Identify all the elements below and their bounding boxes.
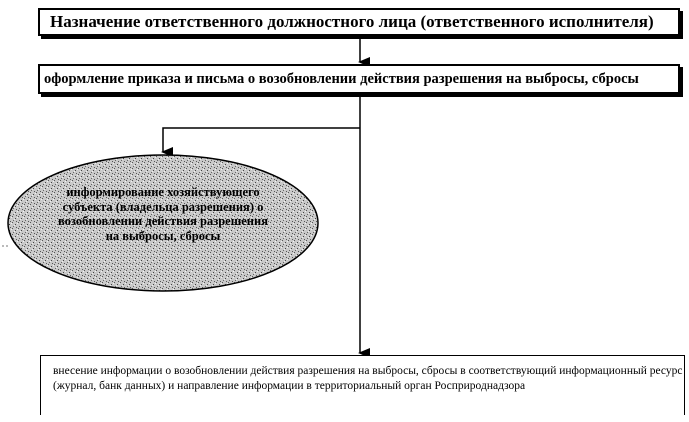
step-1-box: [38, 8, 680, 36]
step-2-label: оформление приказа и письма о возобновлении действия разрешения на выбросы, сбросы: [44, 70, 639, 87]
step-3-box: [40, 355, 685, 415]
step-1-label: Назначение ответственного должностного лица (ответственного исполнителя): [50, 12, 654, 31]
arrow-step2-to-ellipse: [163, 128, 360, 152]
step-3-label: внесение информации о возобновлении действия разрешения на выбросы, сбросы в соответствующий информационный ресурс (журнал, банк данных) и направление информации в территориальный орган Росприроднадзора: [53, 365, 683, 392]
branch-ellipse-label: информирование хозяйствующего субъекта (владельца разрешения) о возобновлении действия разрешения на выбросы, сбросы: [58, 185, 268, 243]
step-2-box: [38, 64, 680, 94]
